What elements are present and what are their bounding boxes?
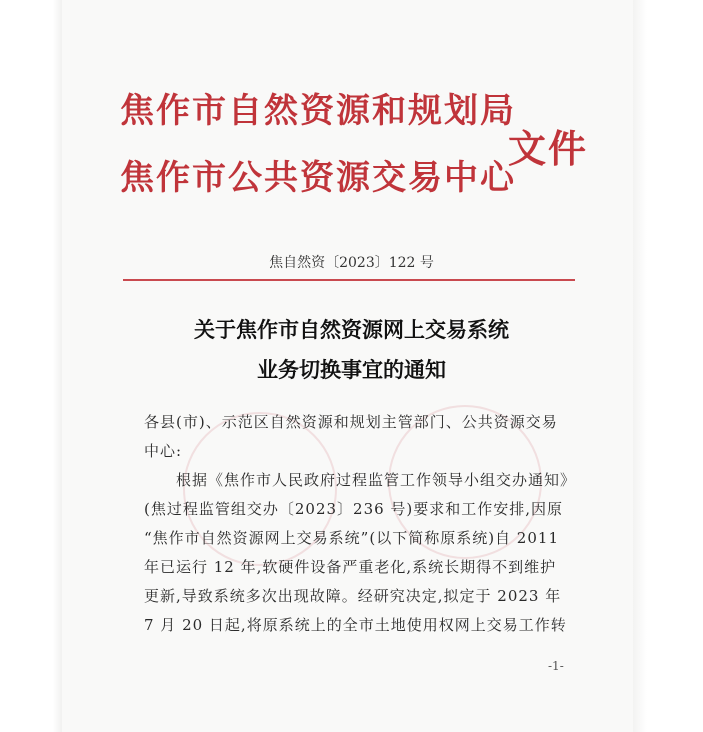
issuer-name-2: 焦作市公共资源交易中心	[120, 158, 516, 198]
body-line: (焦过程监管组交办〔2023〕236 号)要求和工作安排,因原	[144, 500, 564, 518]
page-number: -1-	[548, 659, 564, 673]
body-line: 更新,导致系统多次出现故障。经研究决定,拟定于 2023 年	[144, 587, 562, 605]
body-line: 中心:	[144, 442, 183, 460]
issuer-name-1: 焦作市自然资源和规划局	[120, 91, 516, 131]
body-line: “焦作市自然资源网上交易系统”(以下简称原系统)自 2011	[144, 529, 559, 547]
body-line: 年已运行 12 年,软硬件设备严重老化,系统长期得不到维护	[144, 558, 557, 576]
red-divider	[123, 279, 575, 281]
document-word: 文件	[508, 127, 589, 171]
notice-title-line-1: 关于焦作市自然资源网上交易系统	[194, 317, 509, 342]
body-line: 根据《焦作市人民政府过程监管工作领导小组交办通知》	[176, 471, 577, 489]
body-line: 7 月 20 日起,将原系统上的全市土地使用权网上交易工作转	[144, 616, 567, 634]
body-line: 各县(市)、示范区自然资源和规划主管部门、公共资源交易	[144, 413, 558, 431]
notice-title-line-2: 业务切换事宜的通知	[257, 357, 446, 382]
document-number: 焦自然资〔2023〕122 号	[269, 255, 434, 271]
